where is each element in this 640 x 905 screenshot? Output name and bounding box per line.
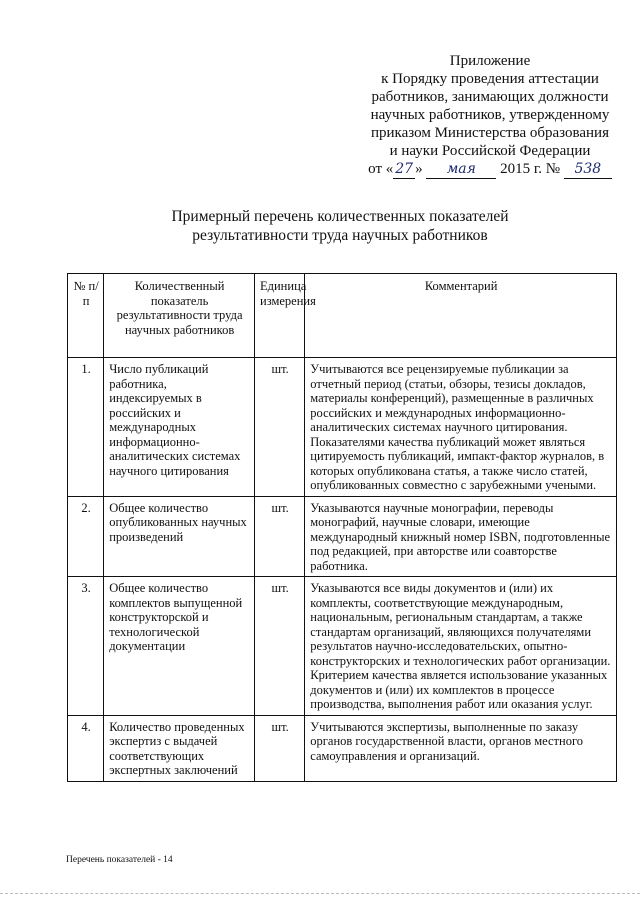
header-indicator: Количественный показатель результативности труда научных работников <box>104 274 255 358</box>
scan-edge-divider <box>0 893 640 894</box>
header-comment: Комментарий <box>305 274 617 358</box>
row-indicator: Общее количество опубликованных научных произведений <box>104 496 255 577</box>
title-line-1: Примерный перечень количественных показателей <box>171 208 509 225</box>
appendix-block <box>360 52 620 179</box>
appendix-line: работников, занимающих должности <box>371 89 609 105</box>
row-unit: шт. <box>255 715 305 781</box>
appendix-line: и науки Российской Федерации <box>389 143 591 159</box>
table-row <box>68 577 617 716</box>
title-line-2: результативности труда научных работников <box>192 227 488 244</box>
table-row <box>68 715 617 781</box>
row-indicator: Число публикаций работника, индексируемых в российских и международных информационно-аналитических системах научного цитирования <box>104 358 255 497</box>
appendix-title: Приложение <box>449 53 531 69</box>
row-comment: Указываются все виды документов и (или) их комплекты, соответствующие международным, национальным, региональным стандартам, а также стандартам организаций, являющихся получателями результатов научно-исследовательских, опытно-конструкторских и технологических работ организации. Критерием качества является использование указанных документов и (или) их комплектов в процессе производства, выполнения работ или оказания услуг. <box>305 577 617 716</box>
document-title <box>100 207 580 245</box>
row-unit: шт. <box>255 577 305 716</box>
row-comment: Учитываются все рецензируемые публикации за отчетный период (статьи, обзоры, тезисы докладов, материалы конференций), размещенные в различных российских и международных информационно-аналитических системах научного цитирования. Показателями качества публикаций может являться цитируемость публикаций, импакт-фактор журналов, в которых опубликована статья, а также число статей, опубликованных совместно с зарубежными учеными. <box>305 358 617 497</box>
order-day: 27 <box>395 161 414 177</box>
indicators-table <box>67 273 617 782</box>
quote-close: » <box>415 161 423 177</box>
from-label: от « <box>368 161 394 177</box>
row-num: 3. <box>68 577 104 716</box>
order-date-line <box>360 160 620 179</box>
row-comment: Учитываются экспертизы, выполненные по заказу органов государственной власти, органов местного самоуправления и организаций. <box>305 715 617 781</box>
row-num: 4. <box>68 715 104 781</box>
row-indicator: Количество проведенных экспертиз с выдачей соответствующих экспертных заключений <box>104 715 255 781</box>
appendix-line: приказом Министерства образования <box>371 125 609 141</box>
header-num: № п/п <box>68 274 104 358</box>
appendix-line: научных работников, утвержденному <box>370 107 610 123</box>
table-row <box>68 358 617 497</box>
appendix-line: к Порядку проведения аттестации <box>381 71 599 87</box>
row-indicator: Общее количество комплектов выпущенной конструкторской и технологической документации <box>104 577 255 716</box>
row-comment: Указываются научные монографии, переводы монографий, научные словари, имеющие международный книжный номер ISBN, подготовленные под редакцией, при авторстве или соавторстве работника. <box>305 496 617 577</box>
row-num: 1. <box>68 358 104 497</box>
order-number: 538 <box>564 160 612 179</box>
page-footer: Перечень показателей - 14 <box>66 855 173 865</box>
table-header-row <box>68 274 617 358</box>
header-unit: Единица измерения <box>255 274 305 358</box>
row-unit: шт. <box>255 496 305 577</box>
row-unit: шт. <box>255 358 305 497</box>
row-num: 2. <box>68 496 104 577</box>
order-year: 2015 г. № <box>500 161 561 177</box>
table-row <box>68 496 617 577</box>
order-month: мая <box>426 160 496 179</box>
